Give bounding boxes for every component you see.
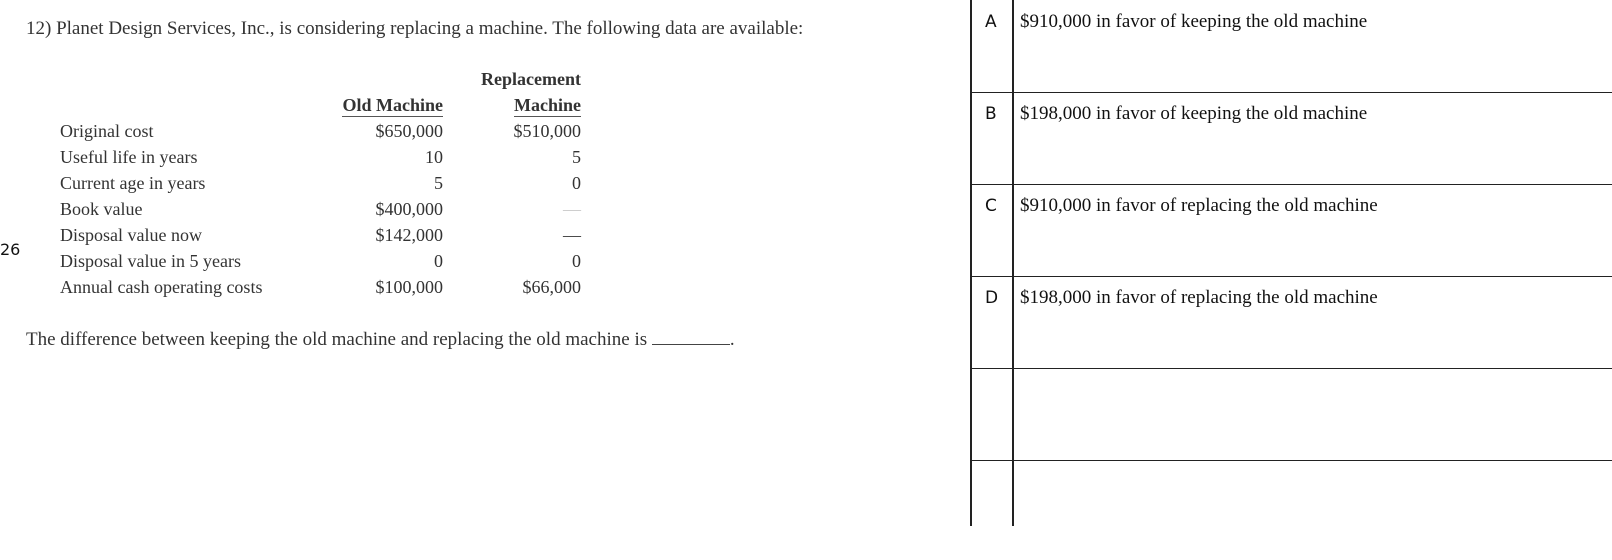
- question-prompt: [26, 328, 735, 351]
- row-new-value: $66,000: [522, 277, 581, 297]
- answer-blank: [652, 328, 730, 345]
- prompt-text: The difference between keeping the old machine and replacing the old machine is: [26, 329, 648, 350]
- header-replacement-machine-label: Machine: [514, 95, 581, 115]
- row-label: Book value: [60, 199, 143, 219]
- table-row: [60, 222, 581, 248]
- row-label: Annual cash operating costs: [60, 277, 263, 297]
- machine-data-table: [60, 66, 581, 300]
- answer-letter: D: [985, 288, 999, 308]
- answer-text: $910,000 in favor of replacing the old machine: [1020, 195, 1378, 216]
- row-new-value: —: [563, 225, 581, 245]
- row-label: Useful life in years: [60, 147, 198, 167]
- question-text: 12) Planet Design Services, Inc., is considering replacing a machine. The following data are available:: [26, 18, 804, 39]
- answer-option-b[interactable]: [970, 92, 1612, 185]
- header-old-line1: [322, 66, 443, 92]
- header-replacement-machine: [443, 92, 581, 118]
- row-new-value: 0: [572, 173, 581, 193]
- answer-option-d[interactable]: [970, 276, 1612, 369]
- row-old-value: 10: [425, 147, 443, 167]
- answer-letter: A: [985, 12, 997, 32]
- row-label: Original cost: [60, 121, 154, 141]
- table-row: [60, 118, 581, 144]
- header-old-machine: [322, 92, 443, 118]
- answer-letter: C: [985, 196, 997, 216]
- row-new-value: $510,000: [513, 121, 581, 141]
- row-number: 26: [0, 240, 21, 259]
- answer-option-c[interactable]: [970, 184, 1612, 277]
- answer-text: $198,000 in favor of keeping the old machine: [1020, 103, 1368, 124]
- row-old-value: 5: [434, 173, 443, 193]
- row-new-value: —: [563, 199, 581, 219]
- header-blank: [60, 66, 322, 92]
- row-new-value: 0: [572, 251, 581, 271]
- answer-text: $198,000 in favor of replacing the old machine: [1020, 287, 1378, 308]
- answer-option-empty: [970, 460, 1612, 560]
- row-old-value: $400,000: [375, 199, 443, 219]
- row-label: Disposal value now: [60, 225, 202, 245]
- answer-option-empty: [970, 368, 1612, 461]
- answer-letter: B: [985, 104, 997, 124]
- header-replacement-line1: Replacement: [481, 69, 581, 89]
- grid-divider-letter-column: [1012, 0, 1014, 526]
- row-label: Current age in years: [60, 173, 206, 193]
- table-row: [60, 196, 581, 222]
- table-row: [60, 170, 581, 196]
- table-row: [60, 144, 581, 170]
- prompt-end: .: [729, 329, 735, 350]
- answer-option-a[interactable]: [970, 0, 1612, 93]
- header-blank: [60, 92, 322, 118]
- grid-divider-left: [970, 0, 972, 526]
- header-old-machine-label: Old Machine: [342, 95, 443, 115]
- table-row: [60, 274, 581, 300]
- row-old-value: 0: [434, 251, 443, 271]
- table-row: [60, 248, 581, 274]
- table-header-row-2: [60, 92, 581, 118]
- row-old-value: $100,000: [375, 277, 443, 297]
- answer-text: $910,000 in favor of keeping the old machine: [1020, 11, 1368, 32]
- row-new-value: 5: [572, 147, 581, 167]
- row-old-value: $650,000: [375, 121, 443, 141]
- row-label: Disposal value in 5 years: [60, 251, 241, 271]
- table-header-row-1: [60, 66, 581, 92]
- row-old-value: $142,000: [375, 225, 443, 245]
- answer-grid: [970, 0, 1612, 526]
